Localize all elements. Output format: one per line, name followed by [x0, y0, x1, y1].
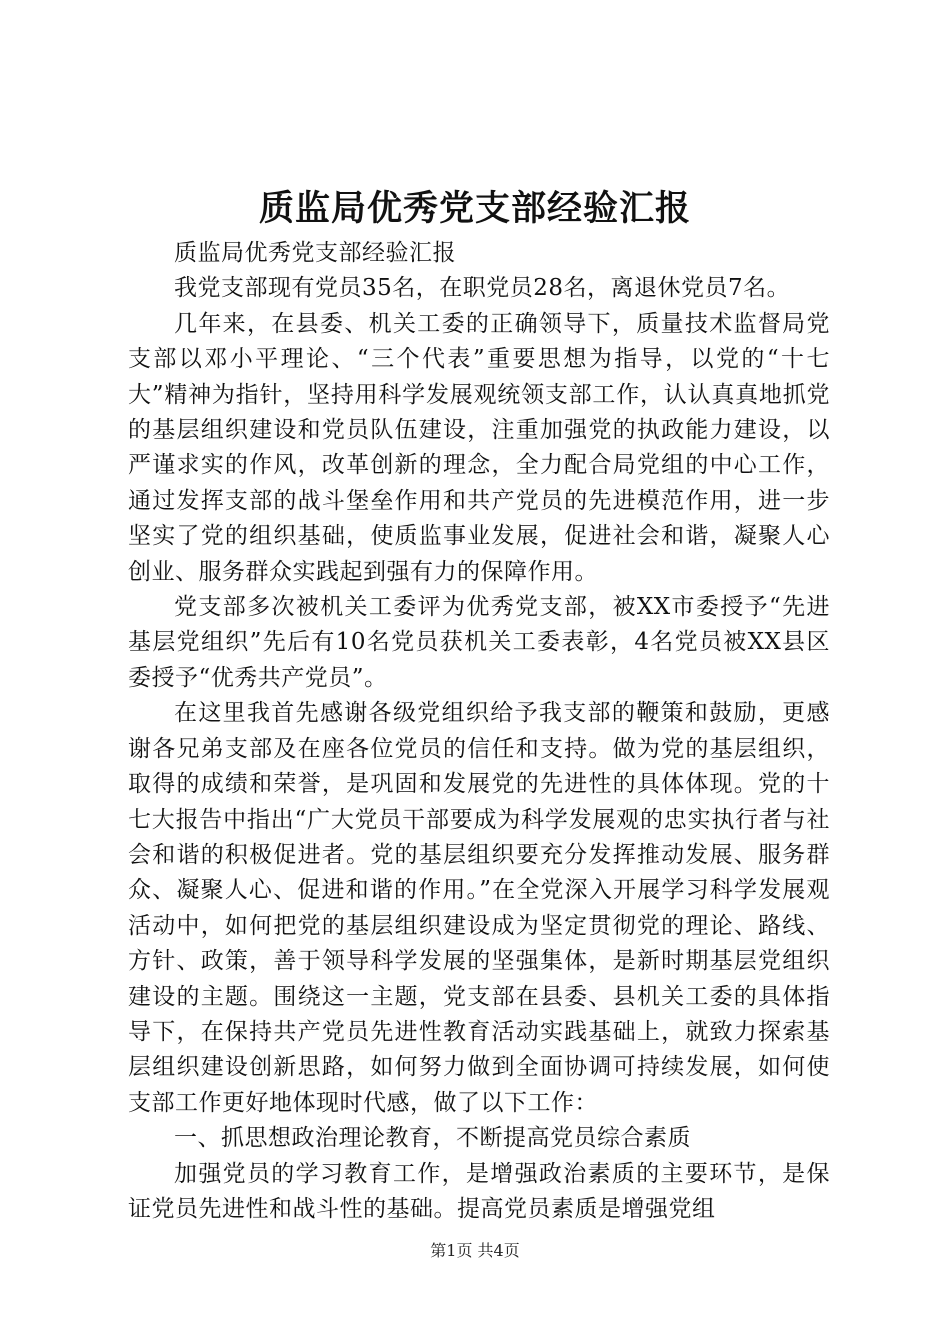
document-title: 质监局优秀党支部经验汇报	[258, 188, 691, 229]
paragraph-members: 我党支部现有党员35名，在职党员28名，离退休党员7名。	[174, 275, 791, 302]
paragraph-thanks: 在这里我首先感谢各级党组织给予我支部的鞭策和鼓励，更感谢各兄弟支部及在座各位党员的信任和支持。做为党的基层组织，取得的成绩和荣誉，是巩固和发展党的先进性的具体体现。党的十七大报告中指出“广大党员干部要成为科学发展观的忠实执行者与社会和谐的积极促进者。党的基层组织要充分发挥推动发展、服务群众、凝聚人心、促进和谐的作用。”在全党深入开展学习科学发展观活动中，如何把党的基层组织建设成为坚定贯彻党的理论、路线、方针、政策，善于领导科学发展的坚强集体，是新时期基层党组织建设的主题。围绕这一主题，党支部在县委、县机关工委的具体指导下，在保持共产党员先进性教育活动实践基础上，就致力探索基层组织建设创新思路，如何努力做到全面协调可持续发展，如何使支部工作更好地体现时代感，做了以下工作：	[128, 700, 830, 1116]
paragraph-subtitle: 质监局优秀党支部经验汇报	[174, 240, 456, 266]
paragraph-honors: 党支部多次被机关工委评为优秀党支部，被XX市委授予“先进基层党组织”先后有10名党员获机关工委表彰，4名党员被XX县区委授予“优秀共产党员”。	[128, 594, 830, 691]
section-heading-1: 一、抓思想政治理论教育，不断提高党员综合素质	[174, 1125, 691, 1152]
paragraph-overview: 几年来，在县委、机关工委的正确领导下，质量技术监督局党支部以邓小平理论、“三个代表”重要思想为指导，以党的“十七大”精神为指针，坚持用科学发展观统领支部工作，认认真真地抓党的基层组织建设和党员队伍建设，注重加强党的执政能力建设，以严谨求实的作风，改革创新的理念，全力配合局党组的中心工作，通过发挥支部的战斗堡垒作用和共产党员的先进模范作用，进一步坚实了党的组织基础，使质监事业发展，促进社会和谐，凝聚人心创业、服务群众实践起到强有力的保障作用。	[128, 310, 830, 585]
paragraph-education: 加强党员的学习教育工作，是增强政治素质的主要环节，是保证党员先进性和战斗性的基础。提高党员素质是增强党组	[128, 1160, 830, 1222]
document-body	[128, 236, 830, 1227]
page-footer: 第1页 共4页	[430, 1241, 520, 1260]
